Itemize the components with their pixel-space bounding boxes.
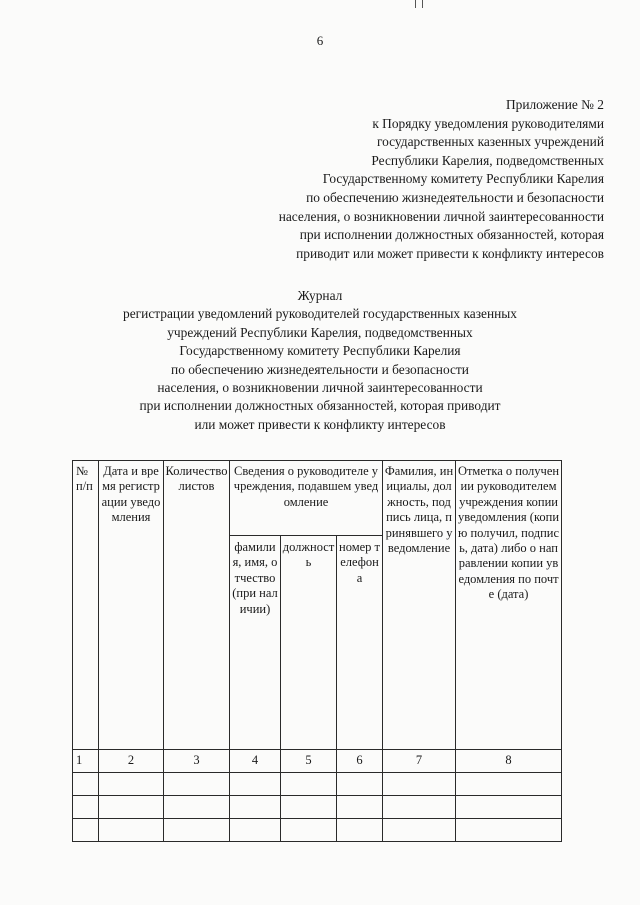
empty-cell xyxy=(383,819,456,842)
empty-cell xyxy=(456,796,562,819)
empty-cell xyxy=(164,773,230,796)
index-cell: 5 xyxy=(281,750,337,773)
empty-cell xyxy=(281,773,337,796)
index-cell: 7 xyxy=(383,750,456,773)
empty-cell xyxy=(337,819,383,842)
empty-cell xyxy=(337,773,383,796)
empty-cell xyxy=(281,819,337,842)
journal-line: по обеспечению жизнедеятельности и безопасности xyxy=(171,361,469,377)
appendix-line: при исполнении должностных обязанностей, которая xyxy=(299,227,604,243)
empty-cell xyxy=(73,796,99,819)
empty-cell xyxy=(164,819,230,842)
index-cell: 3 xyxy=(164,750,230,773)
table-header-row xyxy=(73,461,562,536)
subheader-position: должность xyxy=(281,536,337,750)
scan-artifact xyxy=(415,0,423,8)
header-number: № п/п xyxy=(73,461,99,750)
journal-line: при исполнении должностных обязанностей, которая приводит xyxy=(139,398,501,414)
index-cell: 4 xyxy=(230,750,281,773)
index-cell: 6 xyxy=(337,750,383,773)
appendix-line: населения, о возникновении личной заинтересованности xyxy=(278,208,604,224)
appendix-line: Государственному комитету Республики Карелия xyxy=(322,171,604,187)
empty-cell xyxy=(230,819,281,842)
appendix-line: государственных казенных учреждений xyxy=(376,134,604,150)
registration-table xyxy=(72,460,562,842)
page-number: 6 xyxy=(316,33,324,48)
empty-cell xyxy=(337,796,383,819)
empty-cell xyxy=(99,819,164,842)
empty-cell xyxy=(73,819,99,842)
appendix-line: Республики Карелия, подведомственных xyxy=(371,152,604,168)
appendix-line: к Порядку уведомления руководителями xyxy=(372,115,604,131)
journal-line: или может привести к конфликту интересов xyxy=(194,416,446,432)
index-cell: 8 xyxy=(456,750,562,773)
header-sheet-count: Количество листов xyxy=(164,461,230,750)
table-row xyxy=(73,819,562,842)
empty-cell xyxy=(383,773,456,796)
index-cell: 1 xyxy=(73,750,99,773)
empty-cell xyxy=(456,773,562,796)
empty-cell xyxy=(99,773,164,796)
empty-cell xyxy=(281,796,337,819)
appendix-block xyxy=(184,96,604,263)
table-row xyxy=(73,796,562,819)
appendix-line: Приложение № 2 xyxy=(505,97,604,112)
empty-cell xyxy=(73,773,99,796)
empty-cell xyxy=(383,796,456,819)
subheader-full-name: фамилия, имя, отчество (при наличии) xyxy=(230,536,281,750)
appendix-line: по обеспечению жизнедеятельности и безопасности xyxy=(306,189,604,205)
journal-line: регистрации уведомлений руководителей государственных казенных xyxy=(123,306,517,322)
empty-cell xyxy=(230,773,281,796)
empty-cell xyxy=(456,819,562,842)
subheader-phone: номер телефона xyxy=(337,536,383,750)
empty-cell xyxy=(164,796,230,819)
header-receiver: Фамилия, инициалы, должность, подпись лица, принявшего уведомление xyxy=(383,461,456,750)
journal-line: учреждений Республики Карелия, подведомственных xyxy=(167,324,473,340)
header-registration-date: Дата и время регистрации уведомления xyxy=(99,461,164,750)
index-cell: 2 xyxy=(99,750,164,773)
appendix-line: приводит или может привести к конфликту интересов xyxy=(296,245,604,261)
header-copy-receipt: Отметка о получении руководителем учреждения копии уведомления (копию получил, подпись, дата) либо о направлении копии уведомления по почте (дата) xyxy=(456,461,562,750)
header-head-info-group: Сведения о руководителе учреждения, подавшем уведомление xyxy=(230,461,383,536)
journal-title-block xyxy=(60,287,580,434)
table-row xyxy=(73,773,562,796)
journal-line: Государственному комитету Республики Карелия xyxy=(179,343,461,359)
empty-cell xyxy=(230,796,281,819)
journal-heading: Журнал xyxy=(297,288,343,303)
table-index-row xyxy=(73,750,562,773)
journal-line: населения, о возникновении личной заинтересованности xyxy=(157,380,483,396)
empty-cell xyxy=(99,796,164,819)
